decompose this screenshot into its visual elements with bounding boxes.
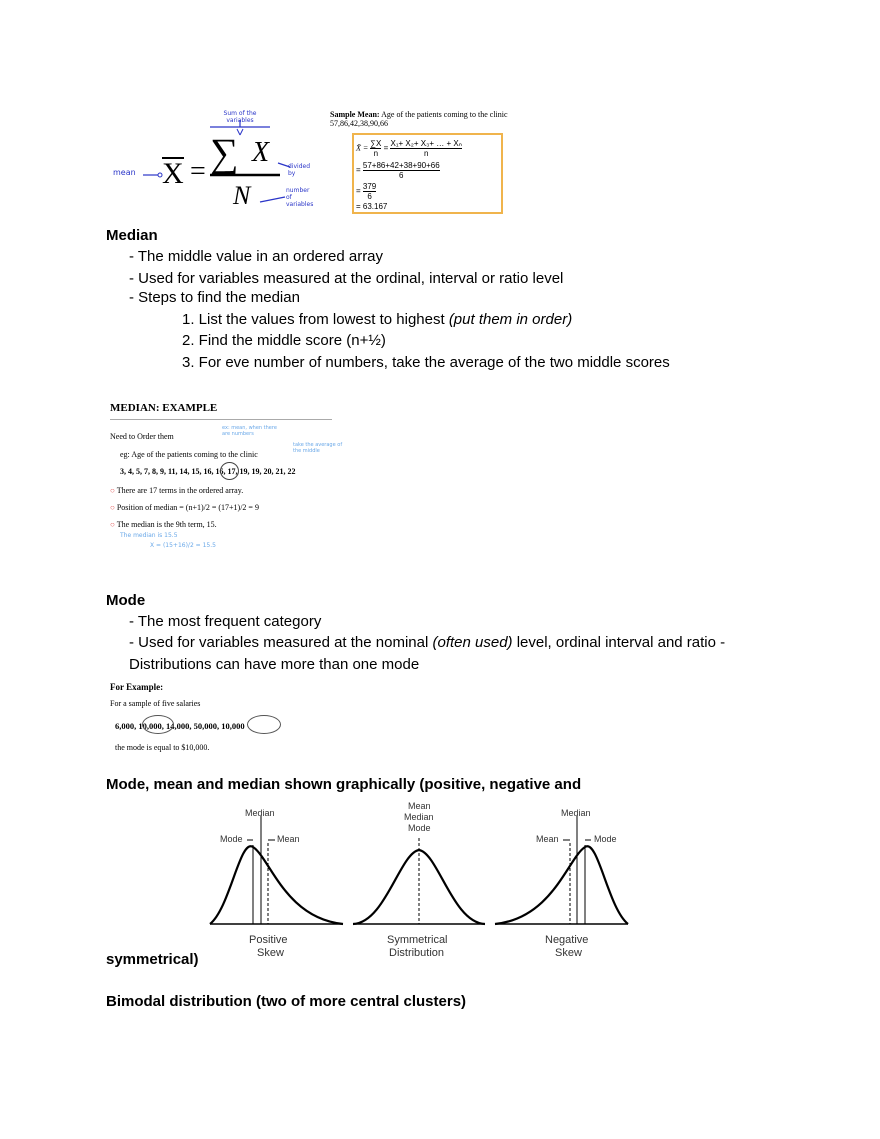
median-example-eg: eg: Age of the patients coming to the clinic <box>120 450 258 459</box>
sample-mean-line1: X̄ = $\frac{\sum X}{n}$ = $\frac{\text{X₁+ X₂+ X₃+ … + Xₙ}}{n}$ <box>356 139 462 158</box>
skew-distributions-figure <box>205 798 635 963</box>
mode-example-values: 6,000, 10,000, 14,000, 50,000, 10,000 <box>115 721 245 731</box>
median-heading: Median <box>106 227 158 244</box>
neg-mode-label: Mode <box>594 834 617 844</box>
neg-caption-1: Negative <box>545 934 589 946</box>
median-example-figure <box>110 400 355 570</box>
median-example-point-1 <box>110 486 243 495</box>
sample-mean-values: 57,86,42,38,90,66 <box>330 119 388 128</box>
sample-mean-result: = 63.167 <box>356 202 388 211</box>
sample-mean-box <box>352 133 503 214</box>
sigma-symbol: ∑ <box>210 130 239 175</box>
sample-mean-header <box>330 110 508 128</box>
median-step-3: 3. For eve number of numbers, take the average of the two middle scores <box>182 354 670 371</box>
median-point-3-text: The median is the 9th term, 15. <box>116 520 217 529</box>
number-annotation: number of variables <box>286 187 314 208</box>
pos-caption-1: Positive <box>249 934 288 946</box>
bullet-circle-icon: ○ <box>110 503 117 512</box>
mode-circle-1 <box>142 715 174 734</box>
mode-bullet-2 <box>129 634 725 652</box>
xbar-eq: X̄ = <box>356 143 371 153</box>
divided-annotation: divided by <box>288 163 311 177</box>
mode-bullet-1: - The most frequent category <box>129 613 322 630</box>
median-example-point-2 <box>110 503 259 512</box>
n-letter: N <box>233 181 251 210</box>
median-note-c: The median is 15.5 <box>120 532 178 539</box>
mode-bullet-3: Distributions can have more than one mode <box>129 656 420 673</box>
median-example-need: Need to Order them <box>110 432 174 441</box>
sum-values: 57+86+42+38+90+66 <box>362 161 440 170</box>
x-bar-letter: X <box>162 157 184 190</box>
sample-mean-subtitle: Age of the patients coming to the clinic <box>379 110 508 119</box>
series-x: X₁+ X₂+ X₃+ … + Xₙ <box>390 139 462 148</box>
count: 6 <box>367 192 372 201</box>
x-bar <box>162 157 184 189</box>
median-step-1-italic: (put them in order) <box>448 311 573 328</box>
series-n: n <box>423 149 429 158</box>
median-bullet-2: - Used for variables measured at the ordinal, interval or ratio level <box>129 270 564 287</box>
median-example-rule <box>110 419 332 420</box>
median-example-sequence: 3, 4, 5, 7, 8, 9, 11, 14, 15, 16, 16, 17, 19, 19, 20, 21, 22 <box>120 467 296 476</box>
neg-mean-label: Mean <box>536 834 559 844</box>
pos-mean-label: Mean <box>277 834 300 844</box>
bullet-circle-icon: ○ <box>110 520 117 529</box>
median-step-2: 2. Find the middle score (n+½) <box>182 332 386 349</box>
sym-label-median: Median <box>404 812 434 822</box>
median-example-point-3 <box>110 520 217 529</box>
x-letter: X <box>252 137 270 168</box>
sym-caption-1: Symmetrical <box>387 934 448 946</box>
neg-caption-2: Skew <box>555 947 582 959</box>
count-values: 6 <box>399 171 404 180</box>
sample-mean-line3: = $\frac{379}{6}$ <box>356 182 377 201</box>
sample-mean-title: Sample Mean: <box>330 110 380 119</box>
median-step-1 <box>182 311 572 329</box>
mode-example-result: the mode is equal to $10,000. <box>115 743 210 752</box>
pos-mode-label: Mode <box>220 834 243 844</box>
equals-sign: = <box>190 156 206 187</box>
mean-formula-figure <box>110 105 320 215</box>
pos-median-label: Median <box>245 808 275 818</box>
total: 379 <box>362 182 377 191</box>
sum-x: ∑X <box>370 139 382 148</box>
sym-label-mean: Mean <box>408 801 431 811</box>
mode-example-title: For Example: <box>110 682 164 692</box>
median-note-a: ex: mean, when there are numbers <box>222 425 277 437</box>
bimodal-heading: Bimodal distribution (two of more central clusters) <box>106 993 467 1010</box>
median-circle-15 <box>220 462 239 480</box>
sum-n: n <box>373 149 379 158</box>
sym-caption-2: Distribution <box>389 947 445 959</box>
sum-annotation: Sum of the variables <box>223 110 257 124</box>
graph-heading: Mode, mean and median shown graphically (positive, negative and <box>106 776 582 793</box>
mean-annotation: mean <box>113 168 136 177</box>
mode-circle-2 <box>247 715 281 734</box>
neg-median-label: Median <box>561 808 591 818</box>
median-bullet-1: - The middle value in an ordered array <box>129 248 384 265</box>
mode-example-sub: For a sample of five salaries <box>110 699 201 708</box>
median-bullet-3: - Steps to find the median <box>129 289 300 306</box>
median-point-1-text: There are 17 terms in the ordered array. <box>116 486 244 495</box>
median-step-1-text: 1. List the values from lowest to highest <box>182 311 449 328</box>
graph-heading-end: symmetrical) <box>106 951 199 968</box>
sym-label-mode: Mode <box>408 823 431 833</box>
median-example-title: MEDIAN: EXAMPLE <box>110 402 218 414</box>
mode-bullet-2-italic: (often used) <box>432 634 513 651</box>
mode-bullet-2-pre: - Used for variables measured at the nominal <box>129 634 433 651</box>
bullet-circle-icon: ○ <box>110 486 117 495</box>
pos-caption-2: Skew <box>257 947 284 959</box>
median-point-2-text: Position of median = (n+1)/2 = (17+1)/2 = 9 <box>116 503 259 512</box>
median-note-d: X = (15+16)/2 = 15.5 <box>150 542 216 549</box>
median-note-b: take the average of the middle <box>293 442 343 454</box>
mode-heading: Mode <box>106 592 146 609</box>
mode-bullet-2-post: level, ordinal interval and ratio - <box>512 634 726 651</box>
sample-mean-line2: = $\frac{57+86+42+38+90+66}{6}$ <box>356 161 440 180</box>
mode-example-figure <box>110 680 290 760</box>
